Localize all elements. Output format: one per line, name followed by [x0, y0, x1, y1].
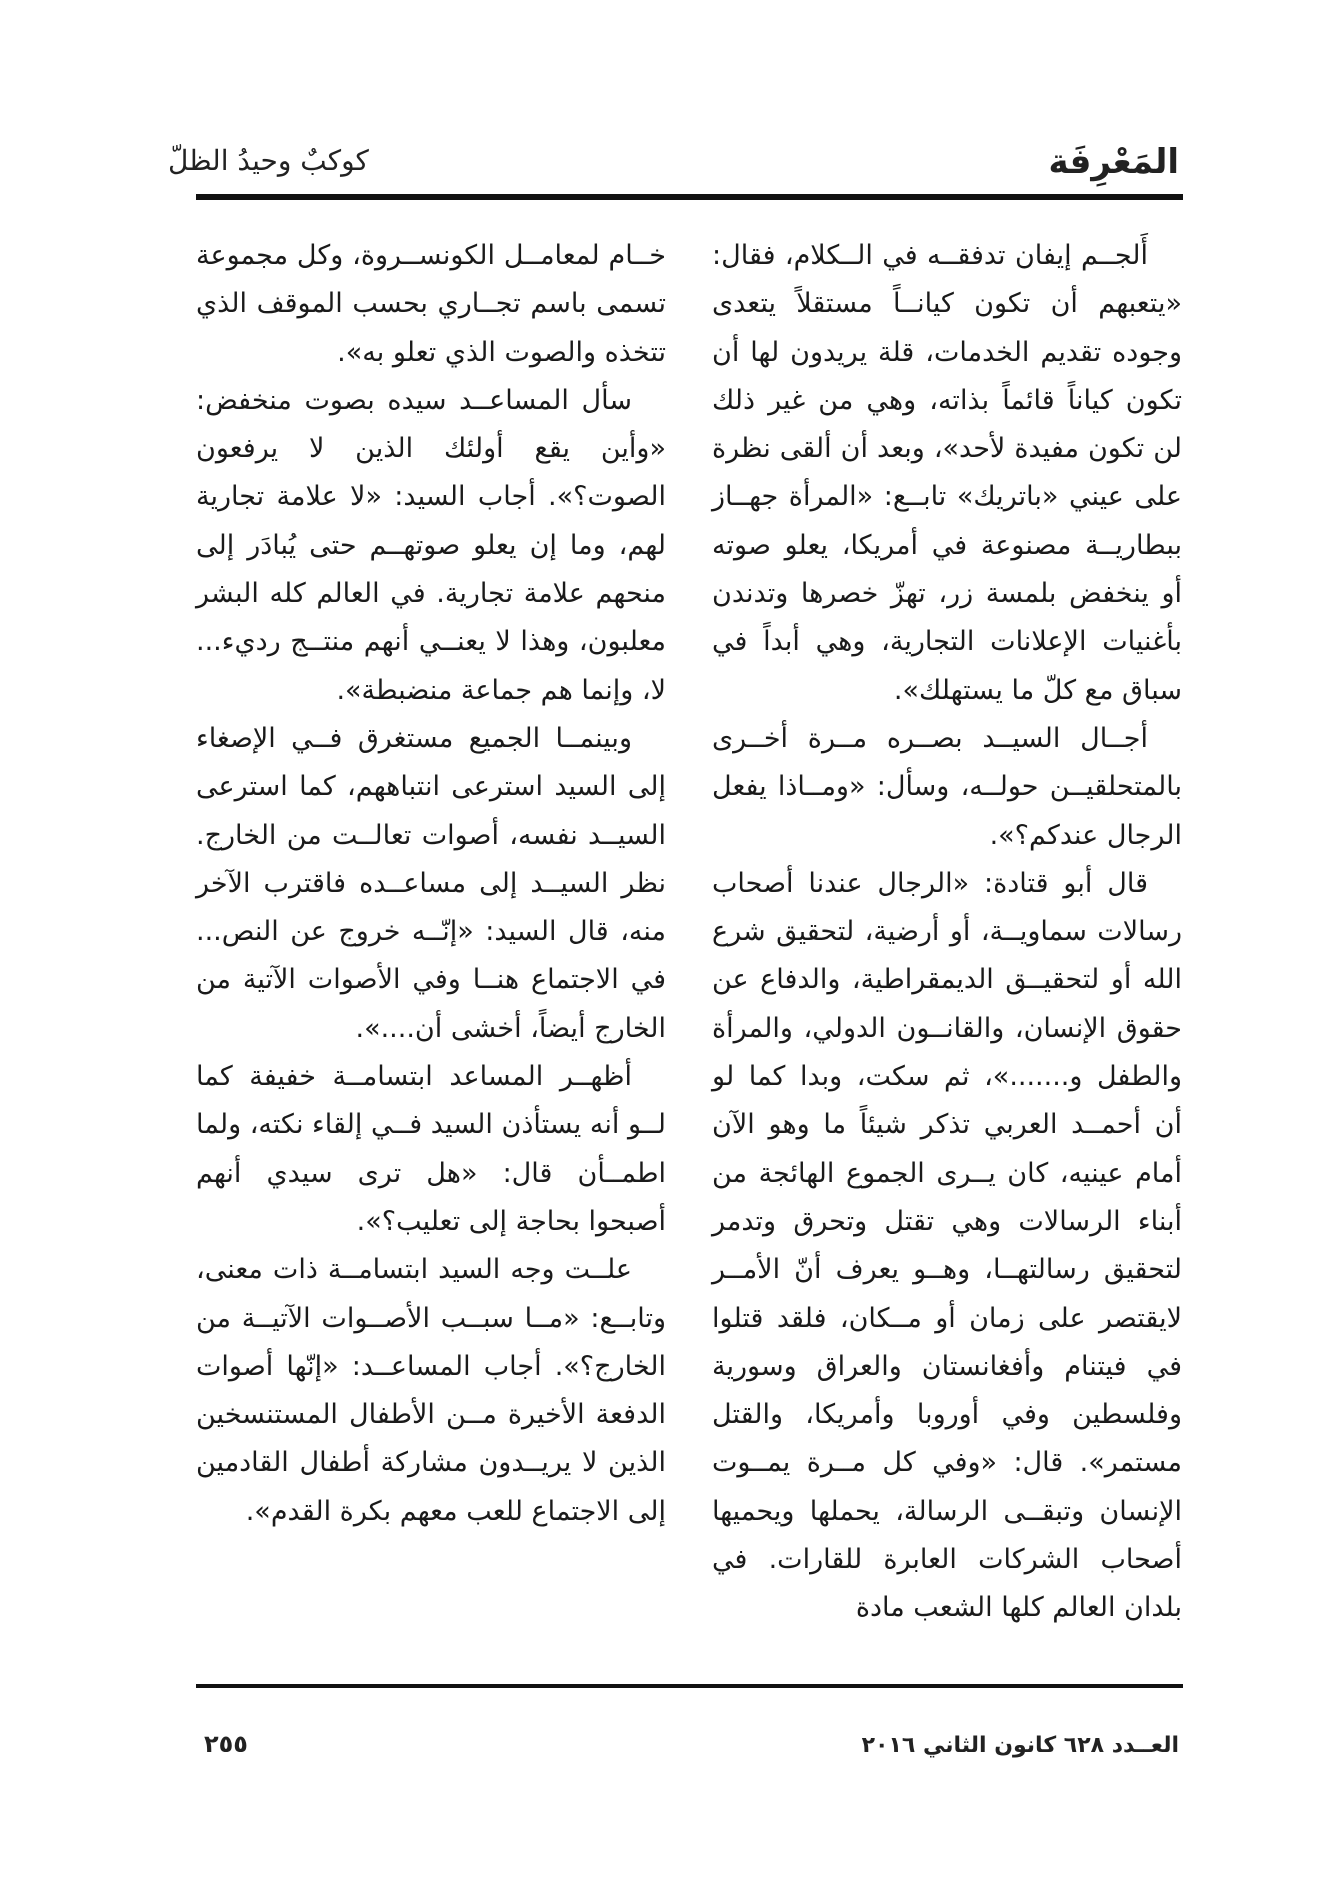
- paragraph: قال أبو قتادة: «الرجال عندنا أصحاب رسالات سماويــة، أو أرضية، لتحقيق شرع الله أو لتحقيــق الديمقراطية، والدفاع عن حقوق الإنسان، والقانــون الدولي، والمرأة والطفل و.......»، ثم سكت، وبدا كما لو أن أحمــد العربي تذكر شيئاً ما وهو الآن أمام عينيه، كان يــرى الجموع الهائجة من أبناء الرسالات وهي تقتل وتحرق وتدمر لتحقيق رسالتهــا، وهــو يعرف أنّ الأمــر لايقتصر على زمان أو مــكان، فلقد قتلوا في فيتنام وأفغانستان والعراق وسورية وفلسطين وفي أوروبا وأمريكا، والقتل مستمر». قال: «وفي كل مــرة يمــوت الإنسان وتبقــى الرسالة، يحملها ويحميها أصحاب الشركات العابرة للقارات. في بلدان العالم كلها الشعب مادة: [712, 867, 1182, 1624]
- paragraph: علــت وجه السيد ابتسامــة ذات معنى، وتابــع: «مــا سبــب الأصــوات الآتيــة من الخارج؟». أجاب المساعــد: «إنّها أصوات الدفعة الأخيرة مــن الأطفال المستنسخين الذين لا يريــدون مشاركة أطفال القادمين إلى الاجتماع للعب معهم بكرة القدم».: [196, 1254, 666, 1527]
- header-rule: [196, 194, 1183, 200]
- magazine-logo: المَعْرِفَة: [1048, 142, 1179, 182]
- paragraph: أَلجــم إيفان تدفقــه في الــكلام، فقال: «يتعبهم أن تكون كيانــاً مستقلاً يتعدى وجوده تقديم الخدمات، قلة يريدون لها أن تكون كياناً قائماً بذاته، وهي من غير ذلك لن تكون مفيدة لأحد»، وبعد أن ألقى نظرة على عيني «باتريك» تابــع: «المرأة جهــاز ببطاريــة مصنوعة في أمريكا، يعلو صوته أو ينخفض بلمسة زر، تهزّ خصرها وتدندن بأغنيات الإعلانات التجارية، وهي أبداً في سباق مع كلّ ما يستهلك».: [712, 240, 1182, 706]
- issue-info: العــدد ٦٢٨ كانون الثاني ٢٠١٦: [861, 1733, 1179, 1758]
- paragraph: أجــال السيــد بصــره مــرة أخــرى بالمتحلقيــن حولــه، وسأل: «ومــاذا يفعل الرجال عندكم؟».: [712, 722, 1182, 851]
- paragraph: خــام لمعامــل الكونســروة، وكل مجموعة تسمى باسم تجــاري بحسب الموقف الذي تتخذه والصوت الذي تعلو به».: [196, 240, 666, 368]
- paragraph: وبينمــا الجميع مستغرق فــي الإصغاء إلى السيد استرعى انتباههم، كما استرعى السيــد نفسه، أصوات تعالــت من الخارج. نظر السيــد إلى مساعــده فاقترب الآخر منه، قال السيد: «إنّــه خروج عن النص... في الاجتماع هنــا وفي الأصوات الآتية من الخارج أيضاً، أخشى أن....».: [196, 722, 666, 1044]
- article-title: كوكبٌ وحيدُ الظلّ: [168, 144, 369, 177]
- paragraph: سأل المساعــد سيده بصوت منخفض: «وأين يقع أولئك الذين لا يرفعون الصوت؟». أجاب السيد: «لا علامة تجارية لهم، وما إن يعلو صوتهــم حتى يُبادَر إلى منحهم علامة تجارية. في العالم كله البشر معلبون، وهذا لا يعنــي أنهم منتــج رديء... لا، وإنما هم جماعة منضبطة».: [196, 384, 666, 706]
- paragraph: أظهــر المساعد ابتسامــة خفيفة كما لــو أنه يستأذن السيد فــي إلقاء نكته، ولما اطمــأن قال: «هل ترى سيدي أنهم أصبحوا بحاجة إلى تعليب؟».: [196, 1061, 666, 1237]
- left-column: [196, 232, 666, 1536]
- right-column: [712, 232, 1182, 1633]
- page-number: ٢٥٥: [204, 1730, 248, 1758]
- footer-rule: [196, 1684, 1183, 1688]
